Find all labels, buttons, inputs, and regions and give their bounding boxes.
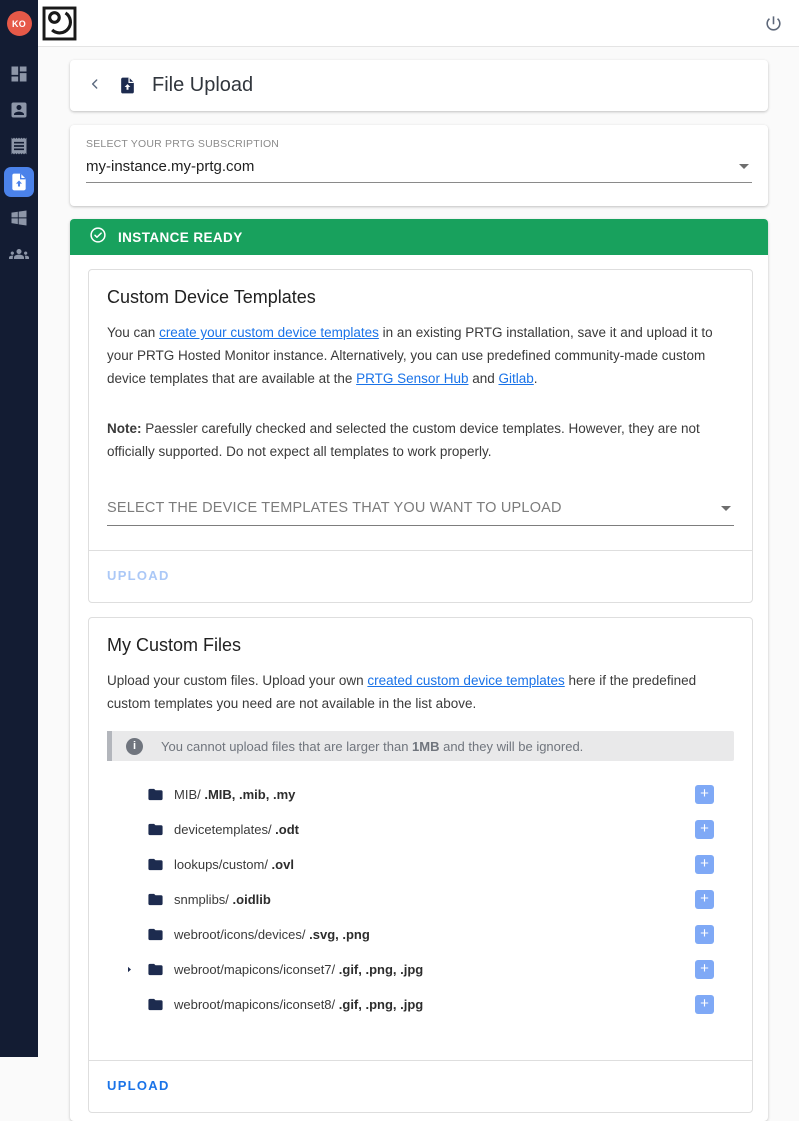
folder-label: webroot/icons/devices/ .svg, .png [174,927,370,942]
sidebar-nav [4,59,34,269]
sidebar-item-logs[interactable] [4,131,34,161]
upload-templates-button[interactable]: UPLOAD [107,568,170,583]
info-banner-text [161,739,583,754]
text-segment: and they will be ignored. [439,738,584,754]
folder-row [107,952,734,987]
inline-link[interactable]: Gitlab [498,371,534,386]
device-templates-select[interactable] [107,500,734,526]
subscription-value: my-instance.my-prtg.com [86,158,255,175]
add-file-button[interactable] [695,925,714,944]
folder-label: devicetemplates/ .odt [174,822,299,837]
folder-row [107,987,734,1022]
my-custom-files-section [88,617,753,1113]
inline-link[interactable]: created custom device templates [367,673,565,688]
text-segment: . [533,371,538,386]
section-note [107,417,734,463]
plus-icon: + [700,995,709,1012]
section-footer [89,550,752,602]
apps-icon [9,208,29,228]
paessler-logo[interactable] [42,6,77,41]
sidebar-item-dashboard[interactable] [4,59,34,89]
info-banner [107,731,734,761]
plus-icon: + [700,925,709,942]
text-segment: 1MB [412,738,440,754]
sidebar-item-file-upload[interactable] [4,167,34,197]
plus-icon: + [700,890,709,907]
folder-row [107,917,734,952]
section-intro [107,321,734,390]
plus-icon: + [700,785,709,802]
subscription-select[interactable] [86,158,752,183]
section-title: Custom Device Templates [107,287,316,307]
dashboard-icon [9,64,29,84]
page-title: File Upload [152,74,254,96]
subscription-label: SELECT YOUR PRTG SUBSCRIPTION [86,138,280,150]
plus-icon: + [700,855,709,872]
sidebar-item-groups[interactable] [4,239,34,269]
folder-label: MIB/ .MIB, .mib, .my [174,787,296,802]
logs-icon [9,136,29,156]
folder-icon [147,961,164,978]
folder-label: snmplibs/ .oidlib [174,892,271,907]
folder-list [107,761,734,1036]
chevron-down-icon [721,506,731,511]
file-upload-icon [9,172,29,192]
section-footer [89,1060,752,1112]
folder-label: webroot/mapicons/iconset7/ .gif, .png, .jpg [174,962,424,977]
sidebar-item-apps[interactable] [4,203,34,233]
check-circle-icon [89,226,107,249]
add-file-button[interactable] [695,960,714,979]
contacts-icon [9,100,29,120]
sidebar-item-contacts[interactable] [4,95,34,125]
subscription-card [70,125,768,206]
folder-row [107,812,734,847]
folder-row [107,847,734,882]
inline-link[interactable]: create your custom device templates [159,325,379,340]
section-title: My Custom Files [107,635,242,655]
folder-icon [147,856,164,873]
text-segment: Paessler carefully checked and selected the custom device templates. However, they are not officially supported. Do not expect all templates to work properly. [107,421,700,459]
info-icon: i [126,738,143,755]
user-avatar[interactable]: KO [7,11,32,36]
file-upload-icon [118,76,137,95]
folder-row [107,882,734,917]
status-banner-text: INSTANCE READY [118,229,243,245]
chevron-down-icon [739,164,749,169]
section-intro [107,669,734,715]
add-file-button[interactable] [695,995,714,1014]
logout-power-button[interactable] [762,12,785,35]
expand-caret[interactable] [121,965,137,974]
text-segment: here if the predefined custom templates you need are not available in the list above. [107,673,697,711]
plus-icon: + [700,960,709,977]
folder-icon [147,996,164,1013]
folder-icon [147,891,164,908]
top-bar [38,0,799,47]
page-header-card [70,60,768,111]
instance-card [70,219,768,1121]
chevron-left-icon [87,76,103,95]
inline-link[interactable]: PRTG Sensor Hub [356,371,469,386]
folder-icon [147,926,164,943]
upload-files-button[interactable]: UPLOAD [107,1078,170,1093]
text-segment: in an existing PRTG installation, save it and upload it to your PRTG Hosted Monitor instance. Alternatively, you can use predefined community-made custom device templates that are available at the [107,325,713,386]
sidebar [0,0,38,1057]
text-segment: You cannot upload files that are larger than [161,738,413,754]
text-segment: You can [107,325,160,340]
folder-icon [147,786,164,803]
add-file-button[interactable] [695,785,714,804]
add-file-button[interactable] [695,855,714,874]
plus-icon: + [700,820,709,837]
add-file-button[interactable] [695,890,714,909]
text-segment: Note: [107,421,142,436]
main-content [38,47,799,1121]
text-segment: and [468,371,499,386]
text-segment: Upload your custom files. Upload your own [107,673,368,688]
back-button[interactable] [87,76,103,95]
folder-label: lookups/custom/ .ovl [174,857,294,872]
power-icon [764,14,783,33]
status-banner [70,219,768,255]
device-templates-select-placeholder: SELECT THE DEVICE TEMPLATES THAT YOU WANT TO UPLOAD [107,500,562,516]
groups-icon [9,244,29,264]
add-file-button[interactable] [695,820,714,839]
folder-label: webroot/mapicons/iconset8/ .gif, .png, .jpg [174,997,424,1012]
folder-row [107,777,734,812]
folder-icon [147,821,164,838]
custom-device-templates-section [88,269,753,603]
